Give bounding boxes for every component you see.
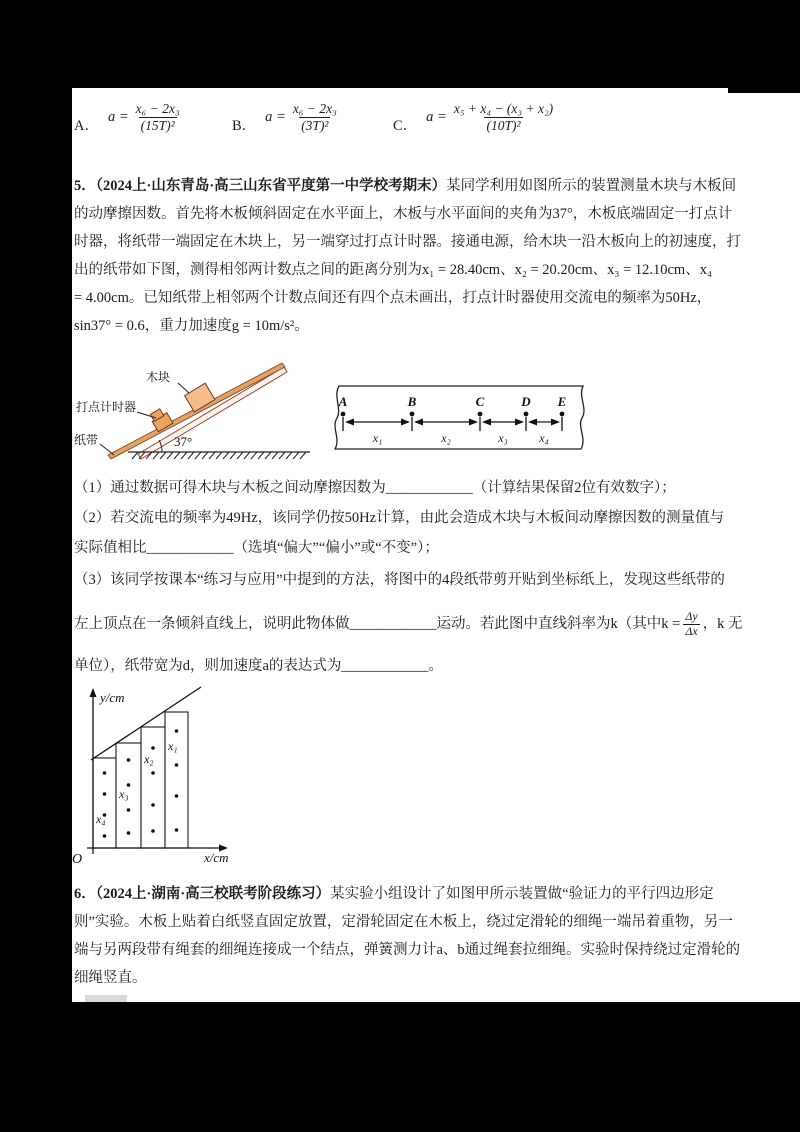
q5-line-1-text: 某同学利用如图所示的装置测量木块与木板间 [446,178,737,194]
strip-label: x₂ [144,752,154,766]
option-c-numerator: x₅ + x₄ − (x₃ + x₂) [453,101,554,117]
interval-label: x₄ [539,431,549,445]
q6-number: 6． [74,886,96,902]
option-b [232,100,339,135]
slope-fraction [683,610,699,639]
x-axis-label: x/cm [204,850,229,865]
strip-dot [127,808,131,812]
q5-sub3-line-2-pre: 左上顶点在一条倾斜直线上，说明此物体做____________运动。若此图中直线斜率为k（其中k = [74,616,681,632]
strip-dot [151,829,155,833]
timer-label: 打点计时器 [76,400,137,414]
tape-point-dot [410,412,415,417]
q5-line-5: = 4.00cm。已知纸带上相邻两个计数点间还有四个点未画出，打点计时器使用交流电的频率为50Hz， [74,290,712,306]
origin-label: O [72,852,83,867]
block-pointer-line [178,383,189,393]
strip-dot [103,771,107,775]
option-a-denominator: (15T)² [140,118,175,133]
document-page [72,88,800,1002]
q6-source: （2024上·湖南·高三校联考阶段练习） [95,886,331,902]
option-a [74,100,182,135]
strip-dot [151,803,155,807]
q6-line-1 [74,884,714,904]
tape-pointer-line [100,444,114,455]
option-b-denominator: (3T)² [301,118,329,133]
q5-sub3-line-2-post: ，k 无 [702,616,743,632]
q5-line-4: 出的纸带如下图，测得相邻两计数点之间的距离分别为x₁ = 28.40cm、x₂ = 20.20cm、x₃ = 12.10cm、x₄ [74,262,713,278]
tape-point-label: D [521,394,531,409]
angle-label: 37° [174,434,193,449]
option-a-lhs: a = [107,109,129,125]
q6-line-1-text: 某实验小组设计了如图甲所示装置做“验证力的平行四边形定 [330,886,714,902]
q5-sub1: （1）通过数据可得木块与木板之间动摩擦因数为____________（计算结果保留2位有效数字）； [74,480,676,496]
tape-point-label: E [557,394,567,409]
chart-strips-group [91,687,201,848]
q5-source: （2024上·山东青岛·高三山东省平度第一中学校考期末） [95,178,447,194]
strip-dot [127,758,131,762]
strip-dot [151,746,155,750]
block-label: 木块 [146,370,171,384]
option-b-lhs: a = [265,109,286,125]
incline-apparatus-figure [70,358,312,462]
q5-sub2-line-1: （2）若交流电的频率为49Hz，该同学仍按50Hz计算，由此会造成木块与木板间动摩擦因数的测量值与 [74,510,725,526]
slope-fraction-numerator: Δy [685,608,698,623]
option-a-label: A． [74,118,99,134]
strip-dot [151,771,155,775]
strip-dot [175,729,179,733]
option-b-numerator: x₆ − 2x₃ [292,101,337,117]
q5-line-6: sin37° = 0.6，重力加速度g = 10m/s²。 [74,318,309,334]
option-b-label: B． [232,118,257,134]
strip-dot [175,763,179,767]
strip-dot [103,834,107,838]
strip-dot [175,828,179,832]
q5-line-3: 时器，将纸带一端固定在木块上，另一端穿过打点计时器。接通电源，给木块一沿木板向上的初速度，打 [74,234,741,250]
option-a-numerator: x₆ − 2x₃ [135,101,180,117]
q6-line-3: 端与另两段带有绳套的细绳连接成一个结点，弹簧测力计a、b通过绳套拉细绳。实验时保持绕过定滑轮的 [74,942,741,958]
y-axis-label: y/cm [100,690,125,705]
q5-sub3-line-3: 单位），纸带宽为d，则加速度a的表达式为____________。 [74,658,443,674]
option-c [393,100,555,135]
strip-dot [103,792,107,796]
option-a-fraction [134,101,182,133]
q5-line-2: 的动摩擦因数。首先将木板倾斜固定在水平面上，木板与水平面间的夹角为37°，木板底端固定一打点计 [74,206,733,222]
interval-label: x₂ [441,431,451,445]
ground-hatching [132,452,306,459]
tape-strips-chart [62,686,242,871]
q5-sub2-line-2: 实际值相比____________（选填“偏大”“偏小”或“不变”）； [74,540,439,556]
interval-label: x₃ [498,431,508,445]
tape-point-dot [560,412,565,417]
strip-dot [175,794,179,798]
q6-line-2: 则”实验。木板上贴着白纸竖直固定放置，定滑轮固定在木板上，绕过定滑轮的细绳一端吊着重物，另一 [74,914,733,930]
option-c-fraction [452,101,555,133]
q5-line-1 [74,176,736,196]
tape-point-dot [341,412,346,417]
strip-label: x₁ [168,739,178,753]
tape-point-label: B [407,394,417,409]
q5-sub3-line-1: （3）该同学按课本“练习与应用”中提到的方法，将图中的4段纸带剪开贴到坐标纸上，发现这些纸带的 [74,572,725,588]
y-axis-arrow [90,688,97,697]
paper-tape-figure [315,378,605,458]
interval-label: x₁ [372,431,383,445]
strip-dot [127,831,131,835]
tape-point-label: A [338,394,348,409]
option-b-fraction [291,101,339,133]
tape-point-dot [524,412,529,417]
q5-number: 5． [74,178,96,194]
option-c-lhs: a = [426,109,447,125]
slope-fraction-denominator: Δx [685,623,698,638]
tape-point-dot [478,412,483,417]
option-c-denominator: (10T)² [486,118,521,133]
strip-label: x₄ [96,812,106,826]
q6-line-4: 细绳竖直。 [74,970,147,986]
strip-label: x₃ [119,787,129,801]
tape-point-label: C [475,394,485,409]
q5-sub3-line-2 [74,606,743,642]
next-figure-stub [85,995,127,1002]
option-c-label: C． [393,118,418,134]
block-shape [185,383,215,412]
scan-edge-notch [728,88,800,93]
tape-label: 纸带 [74,433,99,447]
